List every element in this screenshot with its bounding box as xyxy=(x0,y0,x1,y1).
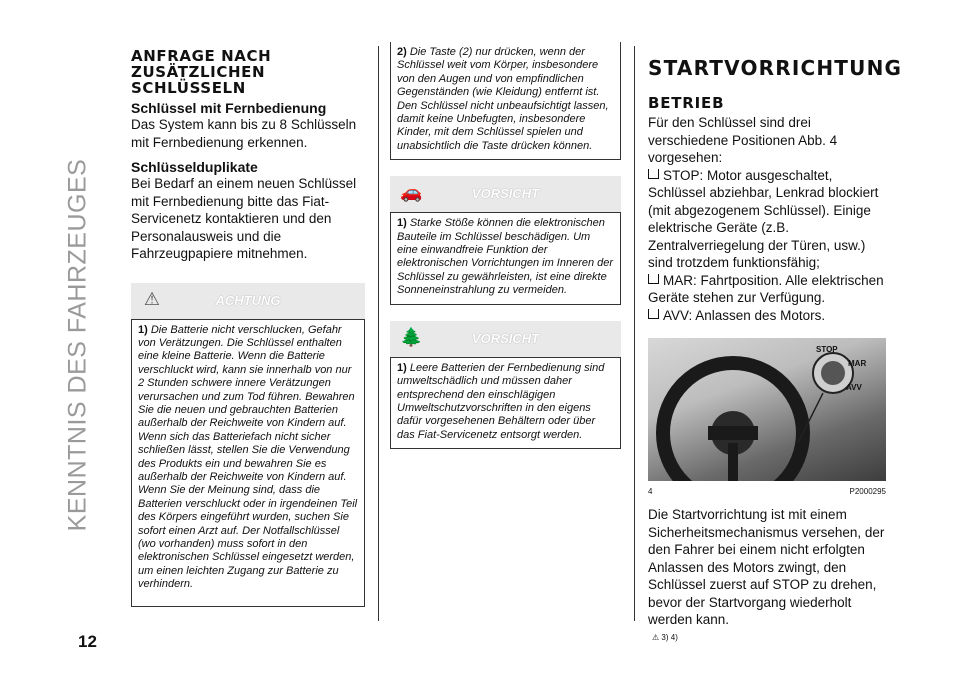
note-number: 1) xyxy=(138,323,148,336)
column-3 xyxy=(648,48,903,642)
warning-triangle-icon: ⚠ xyxy=(143,288,161,309)
column-2 xyxy=(390,42,621,449)
reference-marks: ⚠ 3) 4) xyxy=(652,632,678,642)
caution-label: VORSICHT xyxy=(471,330,540,346)
note-box xyxy=(390,42,621,160)
note-number: 1) xyxy=(397,217,407,230)
figure-number: 4 xyxy=(648,487,653,496)
warning-box xyxy=(131,319,365,607)
warning-band xyxy=(131,283,365,319)
tree-icon: 🌲 xyxy=(400,326,423,347)
column-1 xyxy=(131,48,365,607)
ignition-photo xyxy=(648,338,886,481)
note-number: 2) xyxy=(397,46,407,58)
paragraph: Die Startvorrichtung ist mit einem Sicherheitsmechanismus versehen, der den Fahrer bei einem nicht erfolgten Anlassen des Motors zwingt, den Schlüssel zuerst auf STOP zu drehen, bevor der Startvorgang wiederholt werden kann. xyxy=(648,507,885,627)
mar-label: MAR xyxy=(848,359,867,368)
figure-code: P2000295 xyxy=(849,487,886,496)
caution-band xyxy=(390,176,621,212)
caution-box xyxy=(390,212,621,304)
paragraph: Bei Bedarf an einem neuen Schlüssel mit Fernbedienung bitte das Fiat-Servicenetz kontaktieren und den Personalausweis und die Fahrzeugpapiere mitnehmen. xyxy=(131,176,357,261)
section-heading: ANFRAGE NACH ZUSÄTZLICHEN SCHLÜSSELN xyxy=(131,47,272,97)
caution-box-environment xyxy=(390,357,621,449)
bullet-icon xyxy=(648,274,659,284)
subheading-duplicates: Schlüsselduplikate xyxy=(131,159,258,175)
section-heading: STARTVORRICHTUNG xyxy=(648,56,903,80)
column-divider xyxy=(634,46,635,621)
note-number: 1) xyxy=(397,361,407,374)
caution-band-environment xyxy=(390,321,621,357)
caution-text: Leere Batterien der Fernbedienung sind umweltschädlich und müssen daher entsprechend den einschlägigen Umweltschutzvorschriften in den eigens dafür vorgesehenen Behältern oder über das Fiat-Servicenetz entsorgt werden. xyxy=(397,361,605,441)
bullet-icon xyxy=(648,169,659,179)
bullet-icon xyxy=(648,309,659,319)
warning-label: ACHTUNG xyxy=(215,292,281,308)
list-item: MAR: Fahrtposition. Alle elektrischen Geräte stehen zur Verfügung. xyxy=(648,272,884,305)
warning-text: Die Batterie nicht verschlucken, Gefahr von Verätzungen. Die Schlüssel enthalten eine kleine Batterie. Wenn die Batterie verschluckt wird, kann sie innerhalb von nur 2 Stunden schwere innere Verätzungen verursachen und zum Tod führen. Bewahren Sie die neuen und gebrauchten Batterien außerhalb der Reichweite von Kindern auf. Wenn sich das Batteriefach nicht sicher schließen lässt, stellen Sie die Verwendung des Produkts ein und bewahren Sie es außerhalb der Reichweite von Kindern auf. Wenn Sie der Meinung sind, dass die Batterien verschluckt oder in irgendeinen Teil des Körpers eingeführt wurden, suchen Sie sofort einen Arzt auf. Der Notfallschlüssel (wo vorhanden) muss sofort in den elektronischen Schlüssel eingesetzt werden, um einen leichten Zugang zur Batterie zu verhindern. xyxy=(138,323,358,591)
subheading: BETRIEB xyxy=(648,94,725,112)
paragraph: Für den Schlüssel sind drei verschiedene Positionen Abb. 4 vorgesehen: xyxy=(648,115,838,165)
warning-triangle-icon: ⚠ xyxy=(652,632,660,642)
list-item: STOP: Motor ausgeschaltet, Schlüssel abziehbar, Lenkrad blockiert (mit abgezogenem Schlüssel). Einige elektrische Geräte (z.B. Zentralverriegelung der Türen, usw.) sind trotzdem funktionsfähig; xyxy=(648,167,879,270)
column-divider xyxy=(378,46,379,621)
figure-caption xyxy=(648,487,886,496)
paragraph: Das System kann bis zu 8 Schlüsseln mit Fernbedienung erkennen. xyxy=(131,117,357,150)
steering-wheel-illustration xyxy=(648,338,886,481)
caution-label: VORSICHT xyxy=(471,186,540,202)
stop-label: STOP xyxy=(816,345,838,354)
avv-label: AVV xyxy=(846,383,862,392)
list-item: AVV: Anlassen des Motors. xyxy=(648,307,886,325)
side-title-text: KENNTNIS DES FAHRZEUGES xyxy=(63,158,92,532)
caution-text: Starke Stöße können die elektronischen Bauteile im Schlüssel beschädigen. Um eine einwandfreie Funktion der elektronischen Vorrichtungen im Inneren der Schlüssel zu gewährleisten, ist eine direkte Sonneneinstrahlung zu vermeiden. xyxy=(397,217,614,297)
page-number: 12 xyxy=(78,632,97,651)
note-text: Die Taste (2) nur drücken, wenn der Schlüssel weit vom Körper, insbesondere von den Augen und von empfindlichen Gegenständen (wie Kleidung) entfernt ist. Den Schlüssel nicht unbeaufsichtigt lassen, damit keine Unbefugten, insbesondere Kinder, mit dem Schlüssel spielen und unabsichtlich die Taste drücken können. xyxy=(397,46,609,152)
car-caution-icon: 🚗 xyxy=(400,182,423,203)
subheading-remote-key: Schlüssel mit Fernbedienung xyxy=(131,100,327,116)
